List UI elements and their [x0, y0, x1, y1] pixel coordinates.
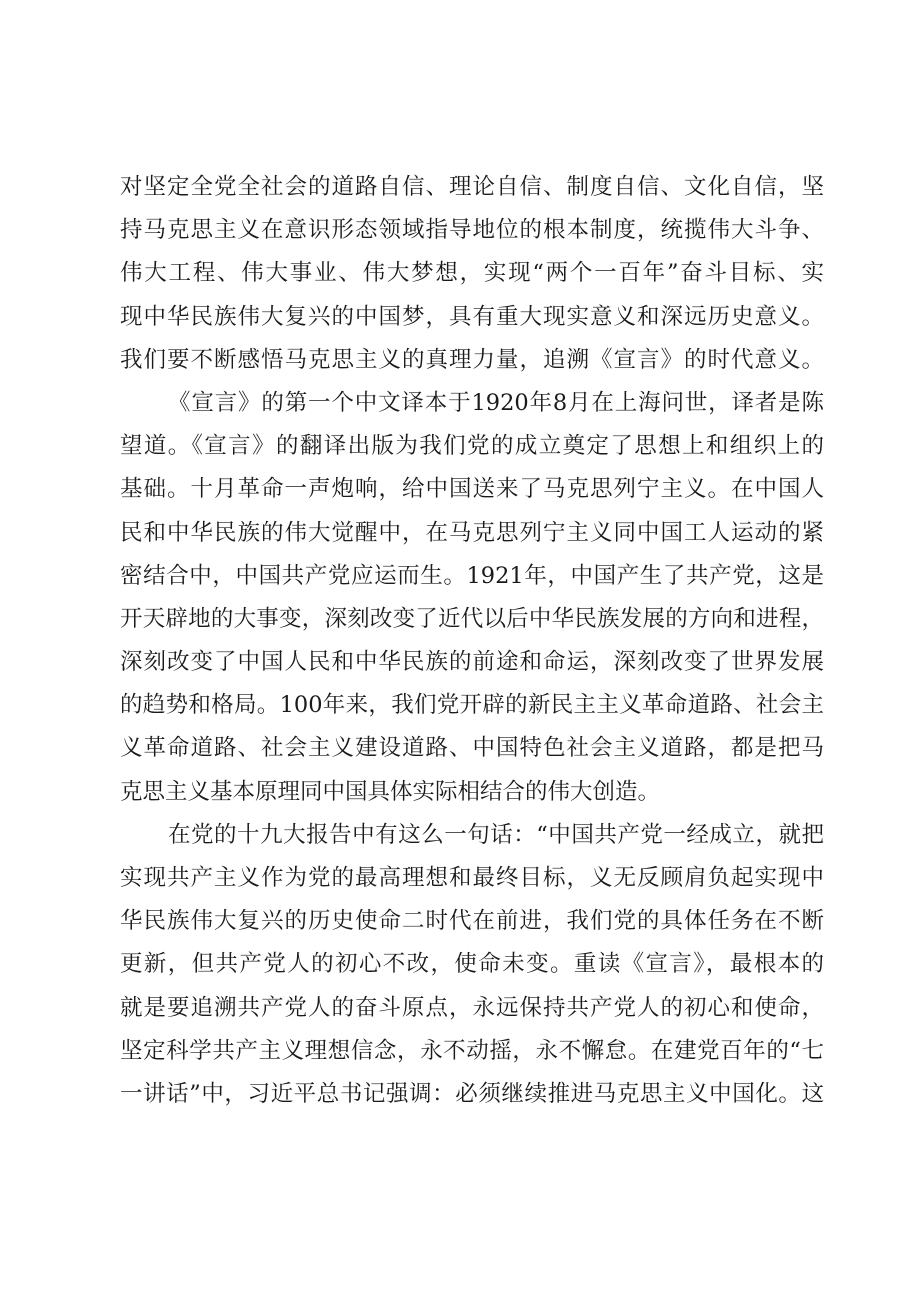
text-line: 克思主义基本原理同中国具体实际相结合的伟大创造。: [120, 778, 661, 805]
text-line: 就是要追溯共产党人的奋斗原点，永远保持共产党人的初心和使命，: [120, 994, 824, 1021]
text-line: 深刻改变了中国人民和中华民族的前途和命运，深刻改变了世界发展: [120, 649, 824, 676]
text-line: 望道。《宣言》的翻译出版为我们党的成立奠定了思想上和组织上的: [120, 433, 824, 460]
text-line: 持马克思主义在意识形态领域指导地位的根本制度，统揽伟大斗争、: [120, 217, 824, 244]
text-line: 义革命道路、社会主义建设道路、中国特色社会主义道路，都是把马: [120, 735, 824, 762]
text-line: 实现共产主义作为党的最高理想和最终目标，义无反顾肩负起实现中: [120, 865, 824, 891]
text-line: 开天辟地的大事变，深刻改变了近代以后中华民族发展的方向和进程，: [120, 605, 824, 632]
text-line: 在党的十九大报告中有这么一句话：“中国共产党一经成立，就把: [168, 821, 824, 848]
text-line: 现中华民族伟大复兴的中国梦，具有重大现实意义和深远历史意义。: [120, 303, 824, 330]
text-line: 坚定科学共产主义理想信念，永不动摇，永不懈怠。在建党百年的“七: [120, 1037, 824, 1064]
text-line: 民和中华民族的伟大觉醒中，在马克思列宁主义同中国工人运动的紧: [120, 519, 824, 546]
paragraph-3: [120, 814, 824, 1116]
text-line: 基础。十月革命一声炮响，给中国送来了马克思列宁主义。在中国人: [120, 476, 824, 503]
text-line: 华民族伟大复兴的历史使命二时代在前进，我们党的具体任务在不断: [120, 908, 824, 935]
text-line: 的趋势和格局。100年来，我们党开辟的新民主主义革命道路、社会主: [120, 692, 824, 719]
paragraph-2: [120, 382, 824, 814]
text-line: 伟大工程、伟大事业、伟大梦想，实现“两个一百年”奋斗目标、实: [120, 260, 824, 287]
text-line: 对坚定全党全社会的道路自信、理论自信、制度自信、文化自信，坚: [120, 174, 824, 200]
text-line: 更新，但共产党人的初心不改，使命未变。重读《宣言》，最根本的: [120, 951, 824, 978]
paragraph-1: [120, 166, 824, 382]
text-line: 一讲话”中，习近平总书记强调：必须继续推进马克思主义中国化。这: [120, 1080, 824, 1107]
text-line: 《宣言》的第一个中文译本于1920年8月在上海问世，译者是陈: [168, 389, 824, 416]
text-line: 我们要不断感悟马克思主义的真理力量，追溯《宣言》的时代意义。: [120, 346, 824, 373]
text-line: 密结合中，中国共产党应运而生。1921年，中国产生了共产党，这是: [120, 562, 824, 589]
body-text: [120, 166, 824, 1116]
